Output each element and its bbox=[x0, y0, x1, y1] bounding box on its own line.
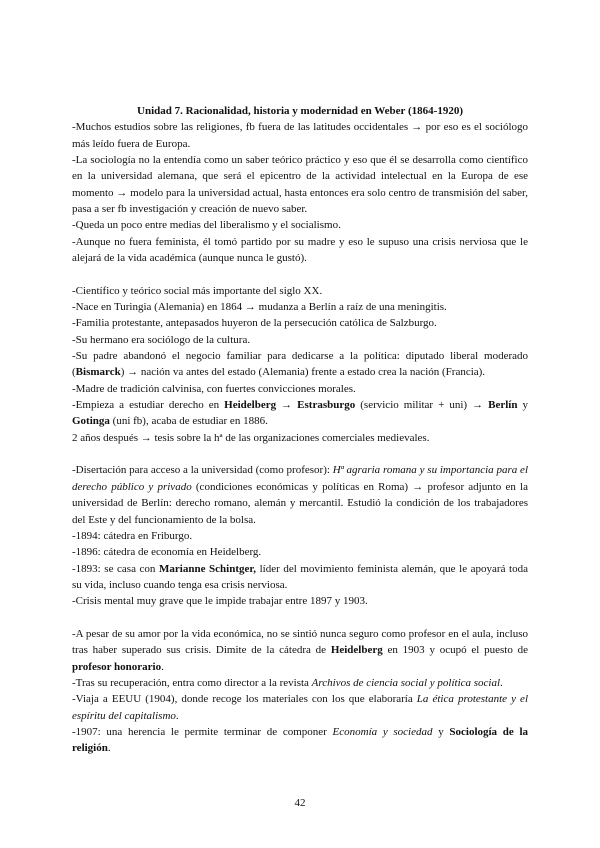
page-number: 42 bbox=[294, 797, 306, 809]
bold-text: Heidelberg bbox=[224, 399, 277, 412]
paragraph bbox=[72, 152, 528, 217]
text-run: → bbox=[276, 399, 298, 412]
paragraph bbox=[72, 626, 528, 675]
text-run: -Disertación para acceso a la universidad (como profesor): bbox=[72, 464, 333, 477]
text-run: . bbox=[500, 676, 503, 689]
paragraph-gap bbox=[72, 266, 528, 282]
text-run: -Madre de tradición calvinisa, con fuertes convicciones morales. bbox=[72, 382, 356, 395]
italic-text: Hª agraria romana y su importancia para el derecho público y privado bbox=[72, 464, 528, 493]
bold-text: Estrasburgo bbox=[297, 399, 356, 412]
document-title: Unidad 7. Racionalidad, historia y modernidad en Weber (1864-1920) bbox=[137, 105, 463, 117]
text-run: -1896: cátedra de economía en Heidelberg. bbox=[72, 546, 262, 559]
document-body bbox=[72, 103, 528, 757]
paragraph bbox=[72, 348, 528, 381]
text-run: y bbox=[432, 725, 450, 738]
text-run: -A pesar de su amor por la vida económica, no se sintió nunca seguro como profesor en el aula, incluso tras haber superado sus crisis. Dimite de la cátedra de bbox=[72, 627, 528, 657]
paragraph bbox=[72, 561, 528, 594]
text-run: ) → nación va antes del estado (Alemania) frente a estado crea la nación (Francia). bbox=[120, 366, 486, 379]
italic-text: Economía y sociedad bbox=[332, 725, 433, 738]
paragraph bbox=[72, 544, 528, 560]
text-run: -Su padre abandonó el negocio familiar para dedicarse a la política: diputado liberal moderado ( bbox=[72, 350, 528, 379]
paragraph bbox=[72, 397, 528, 430]
text-run: -Su hermano era sociólogo de la cultura. bbox=[72, 333, 251, 346]
text-run: en 1903 y ocupó el puesto de bbox=[382, 644, 528, 657]
bold-text: Gotinga bbox=[72, 415, 110, 428]
paragraph bbox=[72, 315, 528, 331]
paragraph bbox=[72, 217, 528, 233]
text-run: y bbox=[517, 399, 529, 412]
text-run: . bbox=[175, 709, 179, 722]
paragraph bbox=[72, 283, 528, 299]
paragraph-gap bbox=[72, 610, 528, 626]
text-run: -Científico y teórico social más importante del siglo XX. bbox=[72, 284, 323, 297]
text-run: -Crisis mental muy grave que le impide trabajar entre 1897 y 1903. bbox=[72, 595, 368, 608]
text-run: . bbox=[161, 660, 164, 673]
paragraph-gap bbox=[72, 446, 528, 462]
paragraph-list bbox=[72, 119, 528, 756]
bold-text: Bismarck bbox=[75, 366, 121, 379]
bold-text: Marianne Schintger, bbox=[159, 562, 256, 575]
text-run: -Muchos estudios sobre las religiones, fb fuera de las latitudes occidentales → por eso es el sociólogo más leído fuera de Europa. bbox=[72, 121, 528, 150]
bold-text: Sociología de la religión bbox=[72, 725, 528, 755]
bold-text: Berlín bbox=[488, 399, 518, 412]
bold-text: profesor honorario bbox=[72, 660, 162, 673]
text-run: -La sociología no la entendía como un saber teórico práctico y eso que él se desarrolla como científico en la universidad alemana, que será el epicentro de la actividad intelectual en la Europa de ese momento → modelo para la universidad actual, hasta entonces era solo centro de transmisión del saber, pasa a ser fb investigación y creación de nuevo saber. bbox=[72, 154, 528, 216]
paragraph bbox=[72, 593, 528, 609]
paragraph bbox=[72, 691, 528, 724]
text-run: líder del movimiento feminista alemán, que le apoyará toda su vida, incluso cuando tenga esa crisis nerviosa. bbox=[72, 562, 528, 591]
paragraph bbox=[72, 675, 528, 691]
text-run: -Nace en Turingia (Alemania) en 1864 → mudanza a Berlín a raíz de una meningitis. bbox=[72, 301, 447, 314]
text-run: -Aunque no fuera feminista, él tomó partido por su madre y eso le supuso una crisis nerviosa que le alejará de la vida académica (aunque nunca le gustó). bbox=[72, 235, 528, 265]
italic-text: La ética protestante y el espíritu del capitalismo bbox=[72, 693, 528, 722]
paragraph bbox=[72, 528, 528, 544]
paragraph bbox=[72, 430, 528, 446]
text-run: -Familia protestante, antepasados huyeron de la persecución católica de Salzburgo. bbox=[72, 317, 437, 330]
paragraph bbox=[72, 332, 528, 348]
text-run: . bbox=[107, 742, 111, 755]
text-run: 2 años después → tesis sobre la hª de las organizaciones comerciales medievales. bbox=[72, 431, 430, 444]
paragraph bbox=[72, 299, 528, 315]
text-run: -Tras su recuperación, entra como director a la revista bbox=[72, 676, 312, 689]
text-run: -Empieza a estudiar derecho en bbox=[72, 399, 225, 412]
italic-text: Archivos de ciencia social y política social bbox=[311, 676, 501, 689]
paragraph bbox=[72, 234, 528, 267]
text-run: -1907: una herencia le permite terminar de componer bbox=[72, 725, 333, 738]
text-run: -1894: cátedra en Friburgo. bbox=[72, 529, 193, 542]
text-run: (servicio militar + uni) → bbox=[355, 399, 489, 412]
text-run: -1893: se casa con bbox=[72, 562, 160, 575]
text-run: (condiciones económicas y políticas en Roma) → profesor adjunto en la universidad de Berlín: derecho romano, alemán y mercantil. Estudió la condición de los trabajadores del Este y del funcionamiento de la bolsa. bbox=[72, 480, 528, 526]
paragraph bbox=[72, 724, 528, 757]
text-run: -Viaja a EEUU (1904), donde recoge los materiales con los que elaboraría bbox=[72, 693, 417, 706]
bold-text: Heidelberg bbox=[330, 644, 383, 657]
paragraph bbox=[72, 462, 528, 527]
paragraph bbox=[72, 381, 528, 397]
text-run: (uni fb), acaba de estudiar en 1886. bbox=[109, 415, 268, 428]
text-run: -Queda un poco entre medias del liberalismo y el socialismo. bbox=[72, 219, 341, 232]
paragraph bbox=[72, 119, 528, 152]
